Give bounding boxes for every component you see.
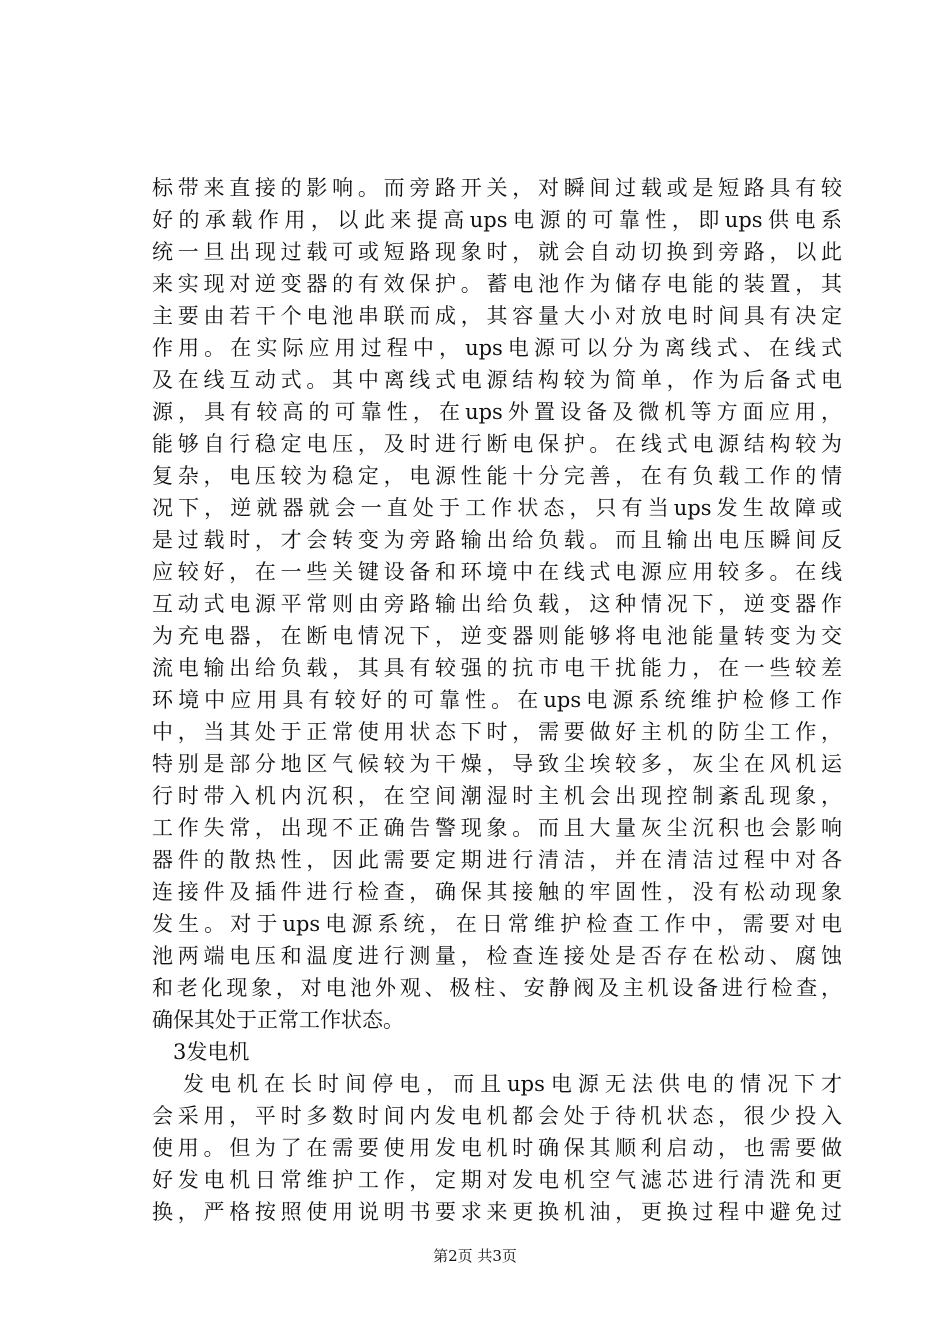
text-line: 会采用，平时多数时间内发电机都会处于待机状态，很少投入 (152, 1104, 842, 1128)
text-line: 作用。在实际应用过程中，ups电源可以分为离线式、在线式 (152, 336, 842, 360)
text-line: 复杂，电压较为稳定，电源性能十分完善，在有负载工作的情 (152, 464, 842, 488)
text-line: 好的承载作用，以此来提高ups电源的可靠性，即ups供电系 (152, 208, 842, 232)
document-body (152, 172, 842, 1228)
text-line: 发生。对于ups电源系统，在日常维护检查工作中，需要对电 (152, 912, 842, 936)
text-line: 为充电器，在断电情况下，逆变器则能够将电池能量转变为交 (152, 624, 842, 648)
text-line: 互动式电源平常则由旁路输出给负载，这种情况下，逆变器作 (152, 592, 842, 616)
text-line: 行时带入机内沉积，在空间潮湿时主机会出现控制紊乱现象， (152, 784, 842, 808)
text-line: 来实现对逆变器的有效保护。蓄电池作为储存电能的装置，其 (152, 272, 842, 296)
text-line: 和老化现象，对电池外观、极柱、安静阀及主机设备进行检查， (152, 976, 842, 1000)
text-line: 能够自行稳定电压，及时进行断电保护。在线式电源结构较为 (152, 432, 842, 456)
text-line: 发电机在长时间停电，而且ups电源无法供电的情况下才 (183, 1072, 842, 1096)
text-line: 确保其处于正常工作状态。 (152, 1008, 404, 1032)
text-line: 使用。但为了在需要使用发电机时确保其顺利启动，也需要做 (152, 1136, 842, 1160)
text-line: 况下，逆就器就会一直处于工作状态，只有当ups发生故障或 (152, 496, 842, 520)
text-line: 环境中应用具有较好的可靠性。在ups电源系统维护检修工作 (152, 688, 842, 712)
text-line: 流电输出给负载，其具有较强的抗市电干扰能力，在一些较差 (152, 656, 842, 680)
text-line: 源，具有较高的可靠性，在ups外置设备及微机等方面应用， (152, 400, 842, 424)
text-line: 特别是部分地区气候较为干燥，导致尘埃较多，灰尘在风机运 (152, 752, 842, 776)
text-line: 连接件及插件进行检查，确保其接触的牢固性，没有松动现象 (152, 880, 842, 904)
text-line: 应较好，在一些关键设备和环境中在线式电源应用较多。在线 (152, 560, 842, 584)
paragraph-ups-maintenance (152, 172, 842, 1036)
paragraph-generator (152, 1068, 842, 1228)
text-line: 是过载时，才会转变为旁路输出给负载。而且输出电压瞬间反 (152, 528, 842, 552)
text-line: 标带来直接的影响。而旁路开关，对瞬间过载或是短路具有较 (152, 176, 842, 200)
text-line: 统一旦出现过载可或短路现象时，就会自动切换到旁路，以此 (152, 240, 842, 264)
text-line: 换，严格按照使用说明书要求来更换机油，更换过程中避免过 (152, 1200, 842, 1224)
text-line: 中，当其处于正常使用状态下时，需要做好主机的防尘工作， (152, 720, 842, 744)
text-line: 及在线互动式。其中离线式电源结构较为简单，作为后备式电 (152, 368, 842, 392)
text-line: 工作失常，出现不正确告警现象。而且大量灰尘沉积也会影响 (152, 816, 842, 840)
text-line: 主要由若干个电池串联而成，其容量大小对放电时间具有决定 (152, 304, 842, 328)
text-line: 器件的散热性，因此需要定期进行清洁，并在清洁过程中对各 (152, 848, 842, 872)
text-line: 好发电机日常维护工作，定期对发电机空气滤芯进行清洗和更 (152, 1168, 842, 1192)
text-line: 池两端电压和温度进行测量，检查连接处是否存在松动、腐蚀 (152, 944, 842, 968)
section-heading: 3发电机 (173, 1040, 250, 1064)
page-number-footer: 第2页 共3页 (433, 1247, 517, 1265)
